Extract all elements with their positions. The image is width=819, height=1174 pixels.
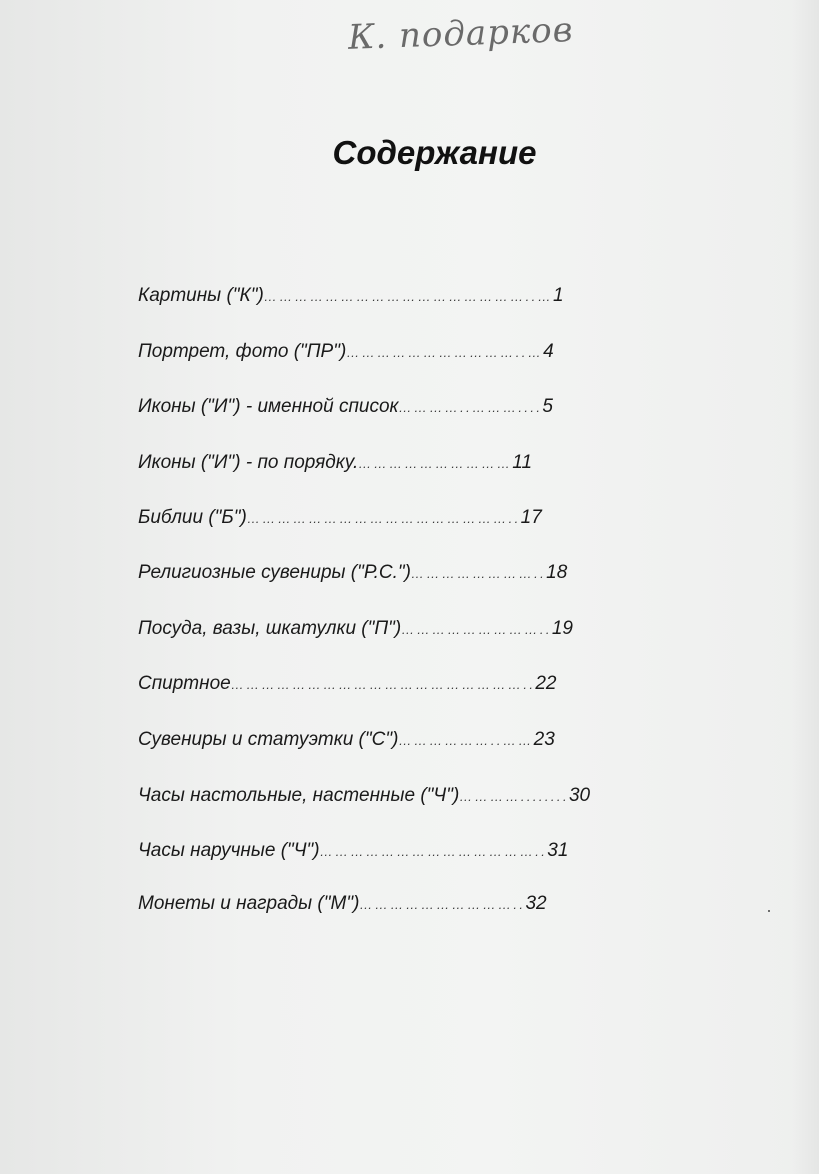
toc-entry-icons-by-order — [138, 452, 698, 476]
toc-dot-leader: ……………………………..… — [346, 345, 544, 360]
toc-page-number: 18 — [546, 562, 568, 583]
toc-page-number: 31 — [547, 840, 569, 861]
toc-entry-tableware — [138, 618, 698, 642]
handwritten-note: К. подарков — [347, 10, 575, 58]
toc-entry-title: Портрет, фото ("ПР") — [138, 341, 347, 362]
toc-entry-spirits — [138, 673, 698, 697]
toc-page-number: 17 — [520, 507, 542, 528]
toc-entry-title: Библии ("Б") — [138, 507, 247, 528]
toc-entry-title: Спиртное — [138, 673, 231, 694]
paper-speck — [768, 910, 770, 912]
toc-entry-coins-awards — [138, 893, 698, 917]
toc-entry-title: Посуда, вазы, шкатулки ("П") — [138, 618, 402, 639]
toc-entry-title: Иконы ("И") - именной список — [138, 396, 399, 417]
toc-dot-leader: …………………….. — [410, 566, 547, 581]
toc-entry-title: Монеты и награды ("М") — [138, 893, 360, 914]
toc-page-number: 11 — [512, 452, 533, 473]
toc-dot-leader: ……………………….. — [401, 622, 552, 637]
toc-dot-leader: ………………………… — [358, 456, 513, 471]
toc-entry-bibles — [138, 507, 698, 531]
toc-page-number: 5 — [542, 396, 553, 417]
toc-dot-leader: ………………………………………………….. — [230, 677, 536, 692]
toc-page-number: 32 — [525, 893, 547, 914]
toc-entry-portraits — [138, 341, 698, 365]
toc-dot-leader: ………………………….. — [359, 897, 526, 912]
toc-dot-leader: …………………………………….. — [319, 844, 548, 859]
toc-page-number: 22 — [535, 673, 557, 694]
toc-entry-table-wall-clocks — [138, 785, 698, 809]
toc-page-number: 23 — [533, 729, 555, 750]
toc-dot-leader: ………………..…… — [398, 733, 534, 748]
toc-dot-leader: ……………………………………………..… — [263, 289, 554, 304]
toc-dot-leader: …………........ — [459, 789, 569, 804]
toc-entry-paintings — [138, 285, 698, 309]
toc-entry-religious-souvenirs — [138, 562, 698, 586]
toc-entry-title: Иконы ("И") - по порядку. — [138, 452, 359, 473]
toc-page-number: 30 — [568, 785, 591, 806]
page-title: Содержание — [332, 134, 537, 171]
toc-page-number: 4 — [543, 341, 554, 362]
toc-entry-souvenirs-statuettes — [138, 729, 698, 753]
toc-entry-title: Картины ("К") — [138, 285, 264, 306]
toc-page-number: 1 — [553, 285, 564, 306]
toc-page-number: 19 — [551, 618, 573, 639]
toc-dot-leader: …………………………………………….. — [246, 511, 521, 526]
toc-entry-title: Часы наручные ("Ч") — [138, 840, 320, 861]
toc-entry-title: Часы настольные, настенные ("Ч") — [138, 785, 460, 806]
toc-entry-title: Религиозные сувениры ("Р.С.") — [138, 562, 411, 583]
toc-dot-leader: …………..……….... — [398, 400, 543, 415]
toc-entry-wristwatches — [138, 840, 698, 864]
toc-entry-title: Сувениры и статуэтки ("С") — [138, 729, 399, 750]
toc-entry-icons-by-name — [138, 396, 698, 420]
